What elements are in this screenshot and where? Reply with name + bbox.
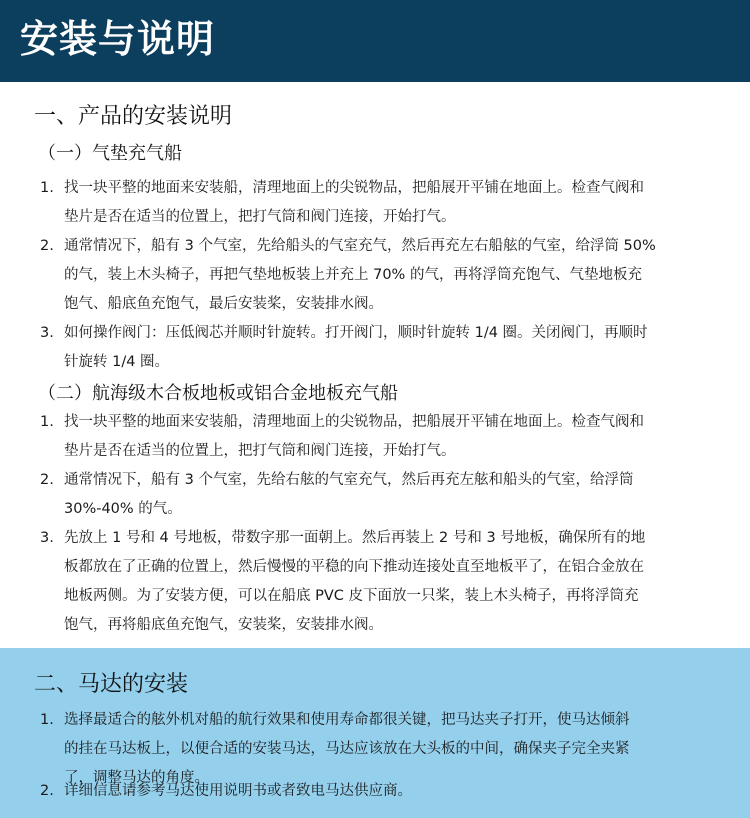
item-number: 2. bbox=[40, 472, 54, 488]
item-text: 先放上 1 号和 4 号地板，带数字那一面朝上。然后再装上 2 号和 3 号地板，确保所有的地 板都放在了正确的位置上，然后慢慢的平稳的向下推动连接处直至地板平了，在铝合金放在 地板两侧。为了安装方便，可以在船底 PVC 皮下面放一只桨，装上木头椅子，再将浮筒充 饱气，再将船底鱼充饱气，安装桨，安装排水阀。 bbox=[64, 530, 646, 633]
item-number: 1. bbox=[40, 414, 54, 430]
list-item bbox=[40, 466, 720, 524]
list-item bbox=[40, 319, 720, 377]
list-item bbox=[40, 408, 720, 466]
list-item bbox=[40, 174, 720, 232]
item-text: 通常情况下，船有 3 个气室，先给右舷的气室充气，然后再充左舷和船头的气室，给浮筒 30%-40% 的气。 bbox=[64, 472, 634, 517]
list-item bbox=[40, 232, 720, 319]
item-number: 2. bbox=[40, 783, 54, 799]
item-text: 选择最适合的舷外机对船的航行效果和使用寿命都很关键，把马达夹子打开，使马达倾斜 的挂在马达板上，以便合适的安装马达，马达应该放在大头板的中间，确保夹子完全夹紧 了，调整马达的角度。 bbox=[64, 712, 630, 786]
list-item bbox=[40, 777, 720, 806]
item-text: 找一块平整的地面来安装船，清理地面上的尖锐物品，把船展开平铺在地面上。检查气阀和 垫片是否在适当的位置上，把打气筒和阀门连接，开始打气。 bbox=[64, 180, 644, 225]
page-header bbox=[0, 0, 750, 82]
section1-heading: 一、产品的安装说明 bbox=[34, 104, 233, 129]
item-number: 3. bbox=[40, 325, 54, 341]
item-number: 1. bbox=[40, 180, 54, 196]
section2-heading: 二、马达的安装 bbox=[34, 672, 189, 697]
item-number: 3. bbox=[40, 530, 54, 546]
item-number: 2. bbox=[40, 238, 54, 254]
item-text: 找一块平整的地面来安装船，清理地面上的尖锐物品，把船展开平铺在地面上。检查气阀和 垫片是否在适当的位置上，把打气筒和阀门连接，开始打气。 bbox=[64, 414, 644, 459]
list-item bbox=[40, 524, 720, 640]
page-title: 安装与说明 bbox=[20, 17, 216, 61]
subsection2-heading: （二）航海级木合板地板或铝合金地板充气船 bbox=[38, 383, 398, 404]
subsection1-heading: （一）气垫充气船 bbox=[38, 143, 182, 164]
item-number: 1. bbox=[40, 712, 54, 728]
item-text: 通常情况下，船有 3 个气室，先给船头的气室充气，然后再充左右船舷的气室，给浮筒 50% 的气，装上木头椅子，再把气垫地板装上并充上 70% 的气，再将浮筒充饱气、气垫地板充 饱气、船底鱼充饱气，最后安装桨，安装排水阀。 bbox=[64, 238, 656, 312]
item-text: 详细信息请参考马达使用说明书或者致电马达供应商。 bbox=[64, 783, 412, 799]
item-text: 如何操作阀门：压低阀芯并顺时针旋转。打开阀门，顺时针旋转 1/4 圈。关闭阀门，再顺时 针旋转 1/4 圈。 bbox=[64, 325, 648, 370]
